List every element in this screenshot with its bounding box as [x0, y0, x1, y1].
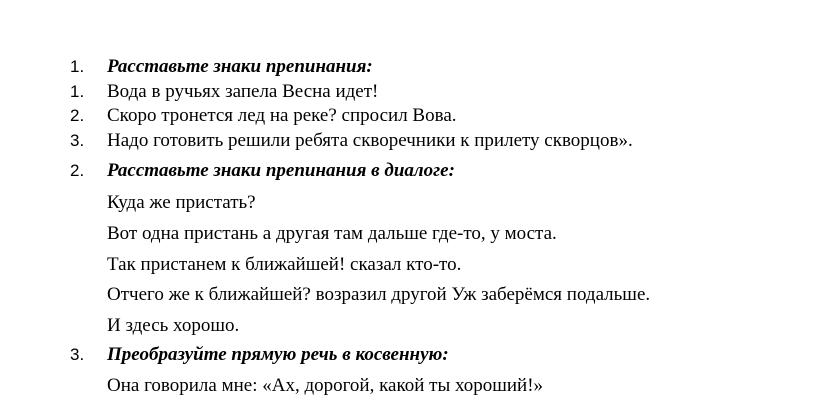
- task-line-text: Она говорила мне: «Ах, дорогой, какой ты хороший!»: [107, 375, 544, 396]
- list-item-number: 2.: [70, 106, 85, 125]
- dialogue-line-text: Так пристанем к ближайшей! сказал кто-то.: [107, 254, 462, 275]
- section-1-heading: Расставьте знаки препинания:: [107, 56, 373, 77]
- dialogue-line-text: Куда же пристать?: [107, 192, 256, 213]
- dialogue-line-text: И здесь хорошо.: [107, 315, 240, 336]
- section-2-heading: Расставьте знаки препинания в диалоге:: [107, 160, 455, 181]
- list-item-number: 3.: [70, 131, 85, 150]
- list-item-text: Скоро тронется лед на реке? спросил Вова.: [107, 105, 457, 126]
- list-item-number: 1.: [70, 82, 85, 101]
- dialogue-line-text: Вот одна пристань а другая там дальше где-то, у моста.: [107, 223, 557, 244]
- section-1-number: 1.: [70, 57, 85, 76]
- section-2-number: 2.: [70, 161, 85, 180]
- list-item-text: Вода в ручьях запела Весна идет!: [107, 81, 379, 102]
- dialogue-line-text: Отчего же к ближайшей? возразил другой Уж заберёмся подальше.: [107, 284, 651, 305]
- section-3-heading: Преобразуйте прямую речь в косвенную:: [107, 344, 449, 365]
- section-3-number: 3.: [70, 345, 85, 364]
- list-item-text: Надо готовить решили ребята скворечники к прилету скворцов».: [107, 130, 633, 151]
